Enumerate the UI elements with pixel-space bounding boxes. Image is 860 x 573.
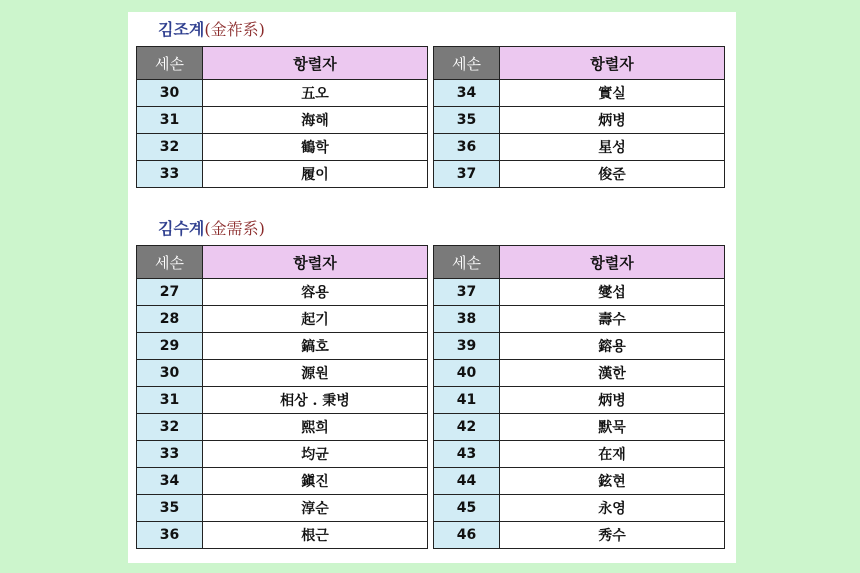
- generation-table: [433, 46, 725, 188]
- table-row: [137, 161, 428, 188]
- name-char-cell: 星성: [500, 134, 725, 161]
- generation-cell: 34: [137, 468, 203, 495]
- table-row: [137, 441, 428, 468]
- name-char-cell: 在재: [500, 441, 725, 468]
- generation-cell: 33: [137, 441, 203, 468]
- table-row: [137, 522, 428, 549]
- table-row: [434, 161, 725, 188]
- name-char-cell: 實실: [500, 80, 725, 107]
- header-name-char: 항렬자: [500, 246, 725, 279]
- header-generation: 세손: [434, 47, 500, 80]
- generation-table: [136, 46, 428, 188]
- section-title-jo: [158, 17, 265, 40]
- name-char-cell: 鎬호: [203, 333, 428, 360]
- generation-cell: 30: [137, 360, 203, 387]
- generation-cell: 37: [434, 161, 500, 188]
- generation-cell: 31: [137, 387, 203, 414]
- generation-cell: 28: [137, 306, 203, 333]
- generation-cell: 39: [434, 333, 500, 360]
- generation-cell: 36: [137, 522, 203, 549]
- table-header-row: [137, 47, 428, 80]
- table-row: [434, 333, 725, 360]
- section-hanja: (金祚系): [204, 20, 265, 39]
- table-header-row: [137, 246, 428, 279]
- section-name: 김조계: [158, 20, 205, 39]
- generation-cell: 44: [434, 468, 500, 495]
- generation-cell: 37: [434, 279, 500, 306]
- generation-table: [433, 245, 725, 549]
- table-row: [434, 387, 725, 414]
- name-char-cell: 起기: [203, 306, 428, 333]
- name-char-cell: 默묵: [500, 414, 725, 441]
- name-char-cell: 漢한: [500, 360, 725, 387]
- name-char-cell: 鉉현: [500, 468, 725, 495]
- table-row: [434, 306, 725, 333]
- table-header-row: [434, 47, 725, 80]
- table-row: [137, 495, 428, 522]
- table-row: [137, 414, 428, 441]
- generation-cell: 32: [137, 414, 203, 441]
- header-generation: 세손: [137, 47, 203, 80]
- table-row: [434, 441, 725, 468]
- generation-cell: 32: [137, 134, 203, 161]
- name-char-cell: 秀수: [500, 522, 725, 549]
- section-title-su: [158, 216, 265, 239]
- table-header-row: [434, 246, 725, 279]
- name-char-cell: 容용: [203, 279, 428, 306]
- name-char-cell: 鎭진: [203, 468, 428, 495]
- generation-cell: 27: [137, 279, 203, 306]
- table-row: [137, 107, 428, 134]
- table-row: [137, 387, 428, 414]
- name-char-cell: 俊준: [500, 161, 725, 188]
- table-row: [434, 495, 725, 522]
- generation-cell: 46: [434, 522, 500, 549]
- section-hanja: (金需系): [204, 219, 265, 238]
- generation-cell: 35: [137, 495, 203, 522]
- name-char-cell: 熙희: [203, 414, 428, 441]
- generation-cell: 36: [434, 134, 500, 161]
- header-generation: 세손: [434, 246, 500, 279]
- generation-table: [136, 245, 428, 549]
- generation-cell: 45: [434, 495, 500, 522]
- table-row: [434, 80, 725, 107]
- name-char-cell: 壽수: [500, 306, 725, 333]
- name-char-cell: 根근: [203, 522, 428, 549]
- table-row: [434, 107, 725, 134]
- generation-cell: 40: [434, 360, 500, 387]
- name-char-cell: 燮섭: [500, 279, 725, 306]
- header-name-char: 항렬자: [500, 47, 725, 80]
- table-row: [434, 468, 725, 495]
- generation-cell: 43: [434, 441, 500, 468]
- table-row: [137, 306, 428, 333]
- generation-cell: 41: [434, 387, 500, 414]
- generation-cell: 29: [137, 333, 203, 360]
- name-char-cell: 炳병: [500, 387, 725, 414]
- generation-cell: 38: [434, 306, 500, 333]
- table-row: [434, 134, 725, 161]
- generation-cell: 42: [434, 414, 500, 441]
- content-panel: [128, 12, 736, 563]
- header-name-char: 항렬자: [203, 47, 428, 80]
- generation-cell: 33: [137, 161, 203, 188]
- name-char-cell: 炳병: [500, 107, 725, 134]
- generation-cell: 31: [137, 107, 203, 134]
- table-row: [137, 80, 428, 107]
- table-row: [137, 279, 428, 306]
- name-char-cell: 五오: [203, 80, 428, 107]
- table-row: [434, 279, 725, 306]
- table-row: [434, 414, 725, 441]
- name-char-cell: 鶴학: [203, 134, 428, 161]
- header-generation: 세손: [137, 246, 203, 279]
- section-name: 김수계: [158, 219, 205, 238]
- table-row: [137, 468, 428, 495]
- table-row: [137, 333, 428, 360]
- name-char-cell: 履이: [203, 161, 428, 188]
- generation-cell: 30: [137, 80, 203, 107]
- table-row: [137, 134, 428, 161]
- name-char-cell: 相상 . 秉병: [203, 387, 428, 414]
- generation-cell: 34: [434, 80, 500, 107]
- name-char-cell: 均균: [203, 441, 428, 468]
- generation-cell: 35: [434, 107, 500, 134]
- name-char-cell: 淳순: [203, 495, 428, 522]
- table-row: [434, 360, 725, 387]
- table-row: [434, 522, 725, 549]
- name-char-cell: 鎔용: [500, 333, 725, 360]
- table-row: [137, 360, 428, 387]
- name-char-cell: 源원: [203, 360, 428, 387]
- header-name-char: 항렬자: [203, 246, 428, 279]
- name-char-cell: 永영: [500, 495, 725, 522]
- name-char-cell: 海해: [203, 107, 428, 134]
